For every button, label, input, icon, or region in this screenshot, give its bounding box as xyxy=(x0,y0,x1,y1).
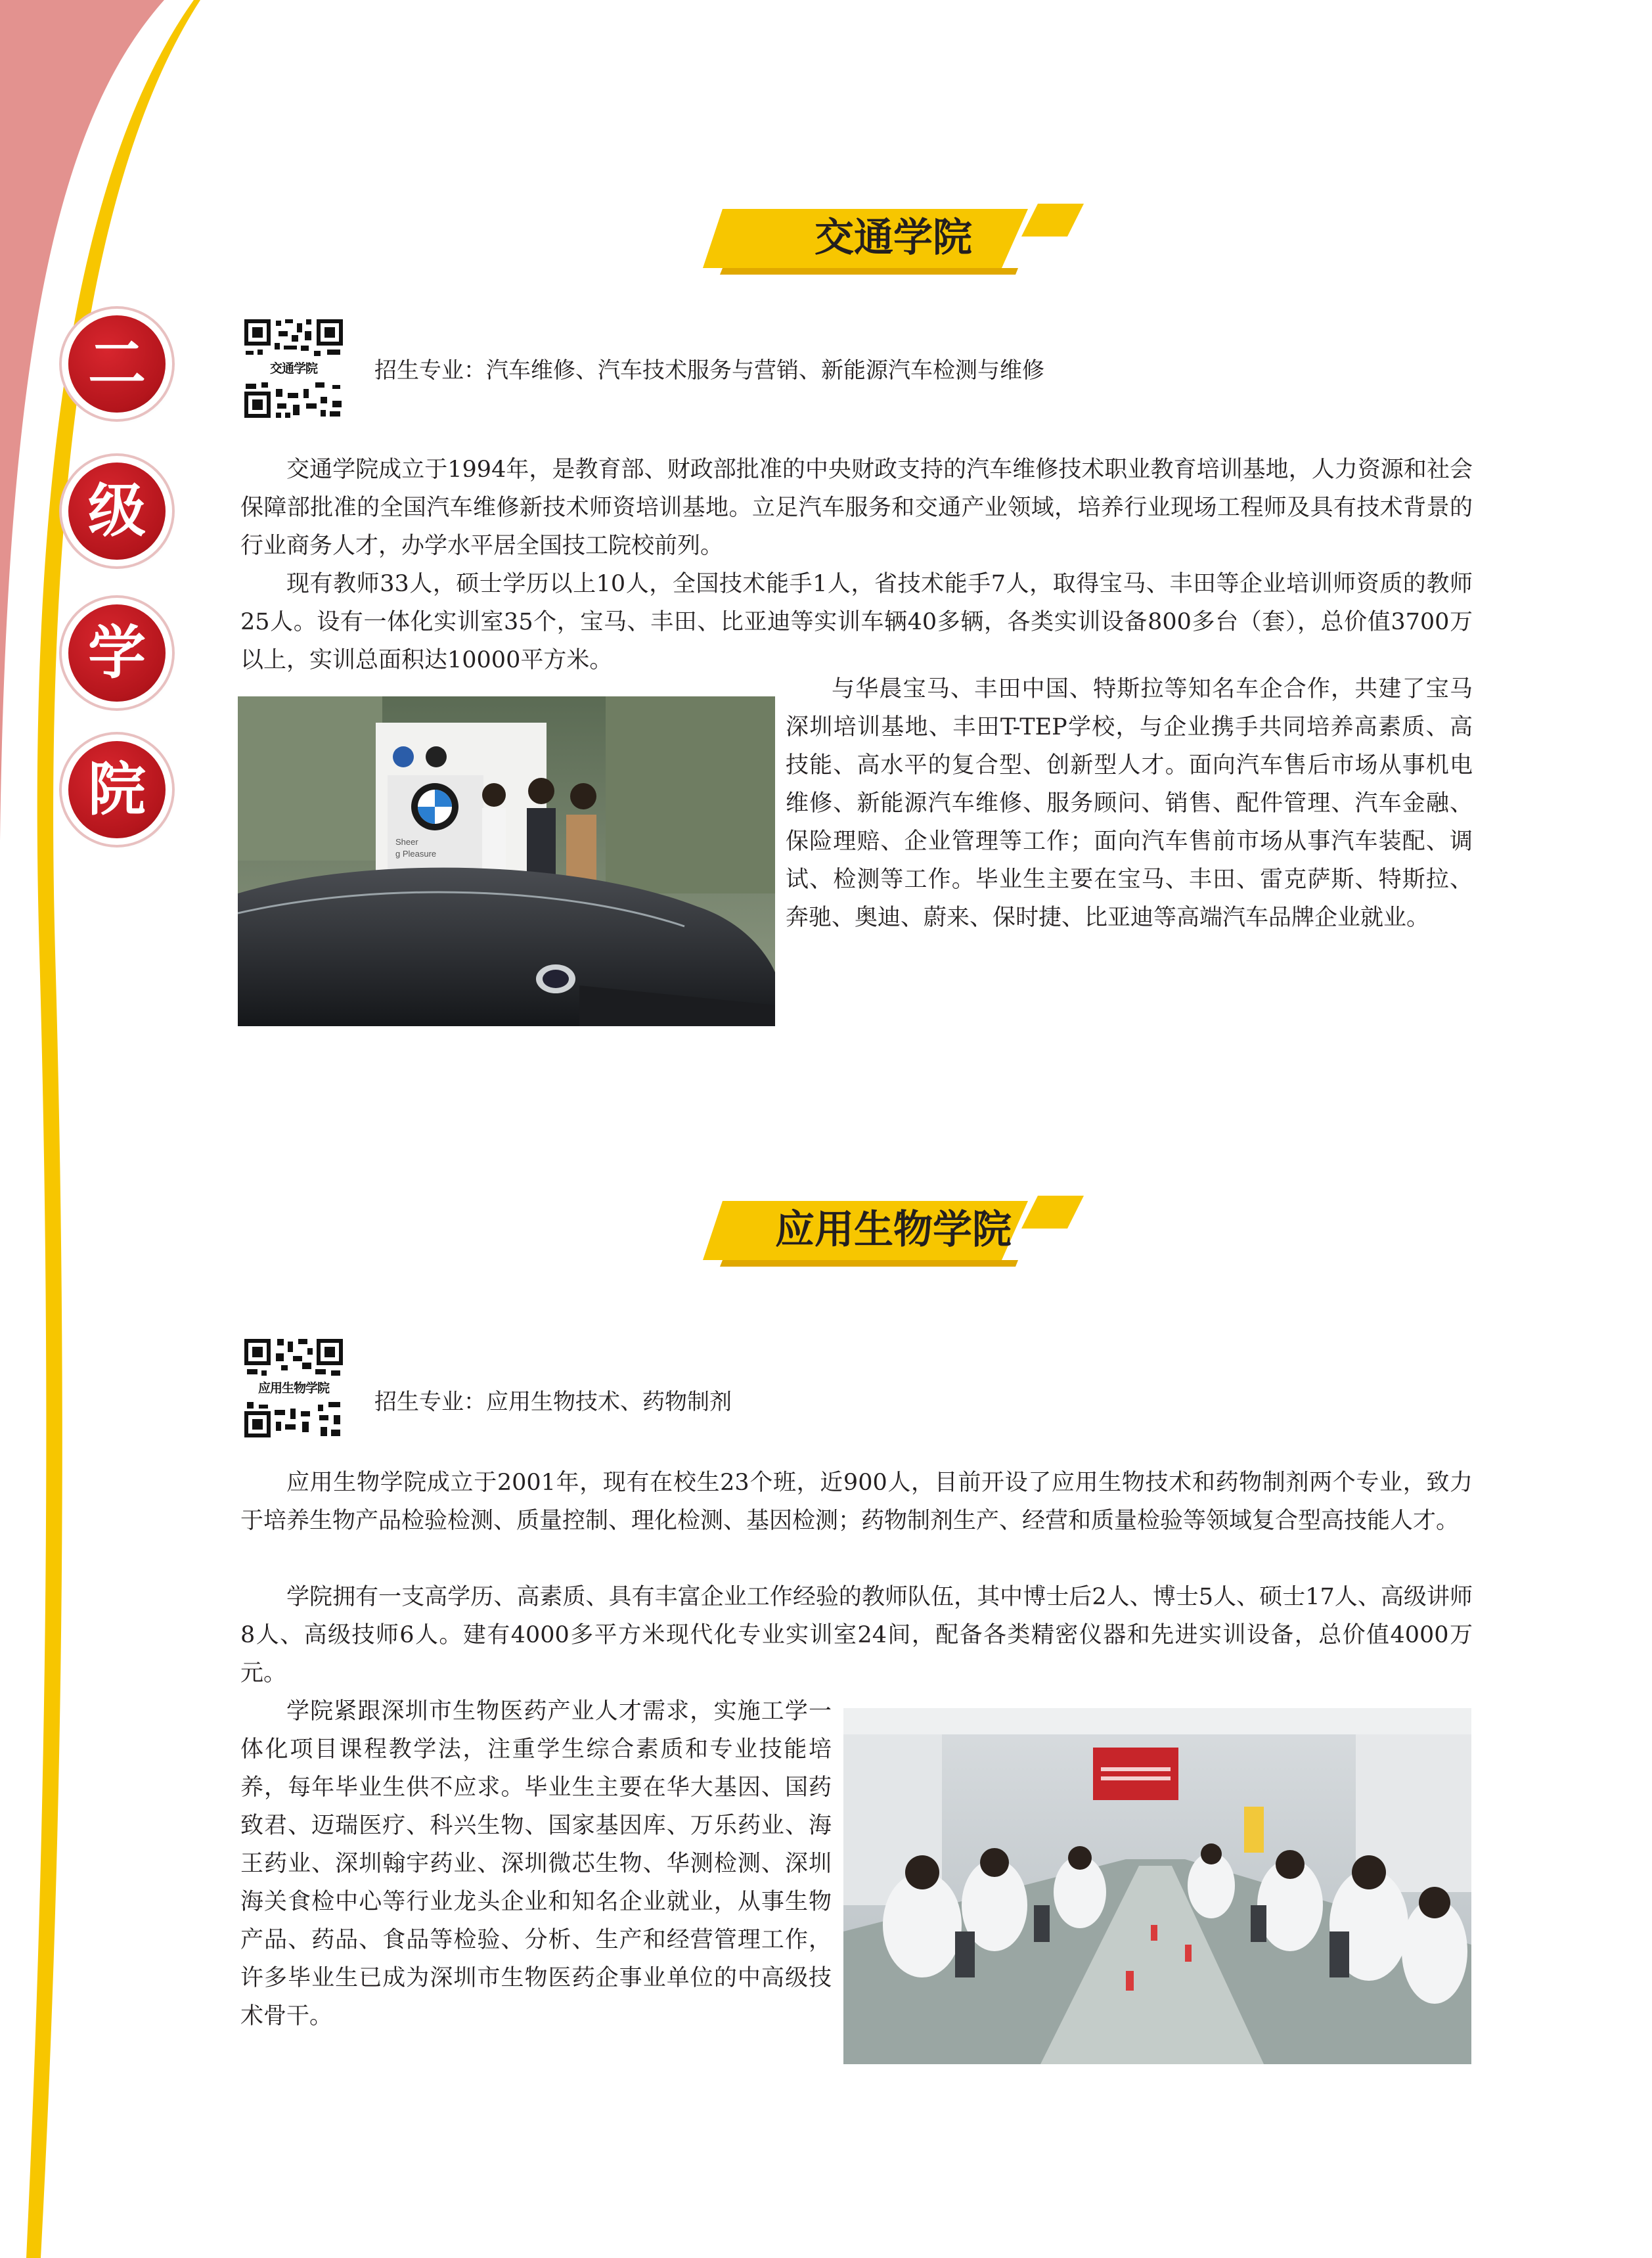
qr-code-traffic[interactable] xyxy=(242,317,346,420)
paragraph-bio-1: 应用生物学院成立于2001年，现有在校生23个班，近900人，目前开设了应用生物技术和药物制剂两个专业，致力于培养生物产品检验检测、质量控制、理化检测、基因检测；药物制剂生产、经营和质量检验等领域复合型高技能人才。 xyxy=(240,1470,1473,1534)
section-title-banner-bio xyxy=(703,1189,1084,1268)
photo-slogan-line1: Sheer xyxy=(395,837,418,847)
photo-slogan-line2: g Pleasure xyxy=(395,849,437,859)
paragraph-bio-2: 学院拥有一支高学历、高素质、具有丰富企业工作经验的教师队伍，其中博士后2人、博士5人、硕士17人、高级讲师8人、高级技师6人。建有4000多平方米现代化专业实训室24间，配备各类精密仪器和先进实训设备，总价值4000万元。 xyxy=(240,1584,1473,1686)
side-label-char-1: 二 xyxy=(68,315,166,413)
paragraph-bio-3: 学院紧跟深圳市生物医药产业人才需求，实施工学一体化项目课程教学法，注重学生综合素质和专业技能培养，每年毕业生供不应求。毕业生主要在华大基因、国药致君、迈瑞医疗、科兴生物、国家基因库、万乐药业、海王药业、深圳翰宇药业、深圳微芯生物、华测检测、深圳海关食检中心等行业龙头企业和知名企业就业，从事生物产品、药品、食品等检验、分析、生产和经营管理工作，许多毕业生已成为深圳市生物医药企事业单位的中高级技术骨干。 xyxy=(240,1698,832,2029)
section-title: 交通学院 xyxy=(815,215,972,261)
paragraph-traffic-3: 与华晨宝马、丰田中国、特斯拉等知名车企合作，共建了宝马深圳培训基地、丰田T-TEP学校，与企业携手共同培养高素质、高技能、高水平的复合型、创新型人才。面向汽车售后市场从事机电维修、新能源汽车维修、服务顾问、销售、配件管理、汽车金融、保险理赔、企业管理等工作；面向汽车售前市场从事汽车装配、调试、检测等工作。毕业生主要在宝马、丰田、雷克萨斯、特斯拉、奔驰、奥迪、蔚来、保时捷、比亚迪等高端汽车品牌企业就业。 xyxy=(786,676,1473,931)
majors-line-traffic: 招生专业：汽车维修、汽车技术服务与营销、新能源汽车检测与维修 xyxy=(374,357,1044,384)
qr-label: 应用生物学院 xyxy=(251,1377,336,1399)
qr-label: 交通学院 xyxy=(251,357,336,380)
paragraph-traffic-2: 现有教师33人，硕士学历以上10人，全国技术能手1人，省技术能手7人，取得宝马、丰田等企业培训师资质的教师25人。设有一体化实训室35个，宝马、丰田、比亚迪等实训车辆40多辆，各类实训设备800多台（套），总价值3700万以上，实训总面积达10000平方米。 xyxy=(240,571,1473,673)
photo-biology-lab xyxy=(843,1708,1471,2064)
side-label-char-4: 院 xyxy=(68,741,166,838)
section-title-banner-traffic xyxy=(703,197,1084,276)
section-title: 应用生物学院 xyxy=(775,1207,1012,1253)
majors-line-bio: 招生专业：应用生物技术、药物制剂 xyxy=(374,1389,732,1415)
photo-bmw-training xyxy=(238,696,775,1026)
paragraph-traffic-1: 交通学院成立于1994年，是教育部、财政部批准的中央财政支持的汽车维修技术职业教育培训基地，人力资源和社会保障部批准的全国汽车维修新技术师资培训基地。立足汽车服务和交通产业领域，培养行业现场工程师及具有技术背景的行业商务人才，办学水平居全国技工院校前列。 xyxy=(240,457,1473,559)
qr-code-bio[interactable] xyxy=(242,1336,346,1440)
side-label-char-3: 学 xyxy=(68,604,166,702)
side-label-char-2: 级 xyxy=(68,463,166,560)
